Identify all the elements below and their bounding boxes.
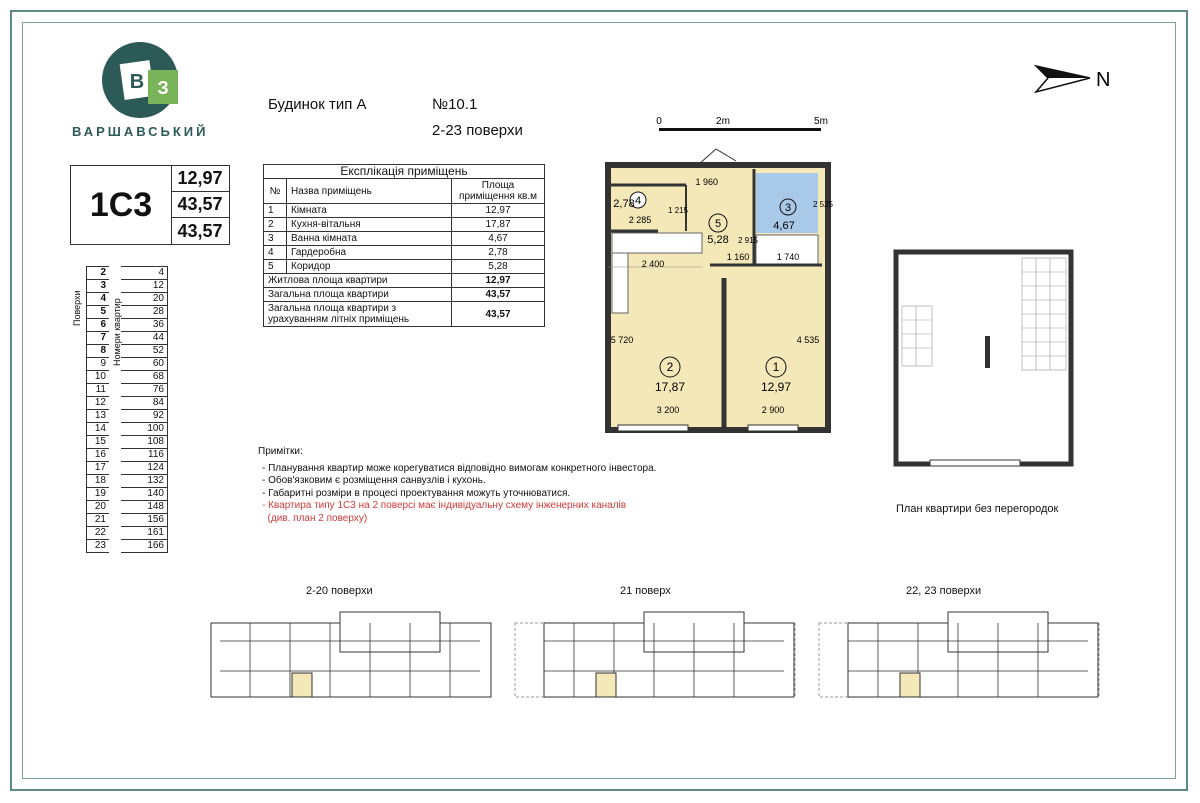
total-row	[264, 288, 545, 302]
mini-plan-21	[514, 611, 796, 699]
floor-table	[86, 266, 168, 553]
floor-number: 12	[87, 397, 116, 410]
floor-row	[87, 319, 168, 332]
room-name: Коридор	[287, 260, 452, 274]
total-label: Житлова площа квартири	[264, 274, 452, 288]
dim-label: 2 525	[812, 200, 834, 209]
scale-2m: 2m	[716, 116, 730, 127]
building-number: №10.1	[432, 96, 478, 113]
mini-plan-2-20	[210, 611, 492, 699]
floor-number: 17	[87, 462, 116, 475]
area-total: 43,57	[171, 192, 229, 218]
apartment-number: 52	[115, 345, 168, 358]
floor-apartment-table	[70, 266, 168, 553]
apartment-plan	[598, 143, 838, 433]
building-type: Будинок тип А	[268, 96, 367, 113]
area-total-summer: 43,57	[177, 220, 223, 241]
total-value: 12,97	[452, 274, 545, 288]
total-row	[264, 274, 545, 288]
room-row	[264, 218, 545, 232]
dim-label: 1 740	[776, 252, 800, 262]
room-no: 3	[264, 232, 287, 246]
mini-plan-label: 21 поверх	[620, 585, 671, 597]
apt-numbers-label: Номери квартир	[112, 298, 122, 366]
room-area: 4,67	[452, 232, 545, 246]
floor-row	[87, 306, 168, 319]
floor-row	[87, 540, 168, 553]
apartment-number: 140	[115, 488, 168, 501]
dim-label: 2 900	[761, 405, 785, 415]
scale-5m: 5m	[814, 116, 828, 127]
room-row	[264, 260, 545, 274]
floor-number: 10	[87, 371, 116, 384]
floor-number: 15	[87, 436, 116, 449]
logo-emblem	[100, 40, 190, 122]
area-living: 12,97	[171, 166, 229, 192]
floor-number: 23	[87, 540, 116, 553]
dim-label: 5 720	[610, 335, 634, 345]
apartment-number: 20	[115, 293, 168, 306]
apartment-number: 92	[115, 410, 168, 423]
compass-label: N	[1096, 69, 1111, 91]
floor-number: 16	[87, 449, 116, 462]
room-number: 1	[772, 360, 780, 374]
mini-plan-label: 22, 23 поверхи	[906, 585, 982, 597]
dim-label: 1 960	[695, 177, 718, 187]
mini-plan-22-23	[818, 611, 1100, 699]
apartment-number: 28	[115, 306, 168, 319]
total-label: Загальна площа квартири	[264, 288, 452, 302]
floor-row	[87, 475, 168, 488]
note-red: (див. план 2 поверху)	[262, 512, 368, 524]
col-name: Назва приміщень	[287, 179, 452, 204]
room-no: 5	[264, 260, 287, 274]
logo-letter-z: З	[157, 78, 169, 98]
floor-number: 22	[87, 527, 116, 540]
notes	[258, 446, 656, 525]
floor-number: 5	[87, 306, 116, 319]
room-no: 4	[264, 246, 287, 260]
room-area: 5,28	[707, 234, 729, 246]
floor-number: 20	[87, 501, 116, 514]
room-number: 2	[666, 360, 674, 374]
floor-number: 4	[87, 293, 116, 306]
floor-number: 19	[87, 488, 116, 501]
mini-plan-label: 2-20 поверхи	[306, 585, 373, 597]
floor-row	[87, 410, 168, 423]
logo-name: ВАРШАВСЬКИЙ	[72, 124, 209, 139]
col-area: Площа приміщення кв.м	[452, 179, 545, 204]
floor-row	[87, 462, 168, 475]
open-plan	[890, 240, 1080, 475]
note-red: - Квартира типу 1С3 на 2 поверсі має індивідуальну схему інженерних каналів	[262, 500, 627, 511]
apartment-code-box	[70, 165, 230, 245]
floor-row	[87, 423, 168, 436]
floor-row	[87, 488, 168, 501]
floor-row	[87, 449, 168, 462]
total-row	[264, 302, 545, 327]
room-number: 4	[634, 195, 642, 207]
floor-number: 18	[87, 475, 116, 488]
apartment-number: 60	[115, 358, 168, 371]
apartment-number: 166	[115, 540, 168, 553]
room-row	[264, 204, 545, 218]
floor-number: 9	[87, 358, 116, 371]
floor-number: 13	[87, 410, 116, 423]
dim-label: 2 285	[628, 215, 652, 225]
total-label: Загальна площа квартири з урахуванням літніх приміщень	[264, 302, 452, 327]
explication-title: Експлікація приміщень	[264, 165, 545, 179]
floor-row	[87, 267, 168, 280]
open-plan-label: План квартири без перегородок	[896, 503, 1059, 515]
floor-number: 11	[87, 384, 116, 397]
apartment-number: 132	[115, 475, 168, 488]
room-name: Ванна кімната	[287, 232, 452, 246]
floor-number: 6	[87, 319, 116, 332]
apartment-code: 1С3	[71, 166, 172, 244]
apartment-number: 4	[115, 267, 168, 280]
north-arrow-icon	[1034, 62, 1124, 98]
logo-letter-v: В	[129, 71, 145, 93]
floor-row	[87, 358, 168, 371]
apartment-number: 161	[115, 527, 168, 540]
scale-0: 0	[656, 116, 662, 127]
floors-label: Поверхи	[72, 290, 82, 326]
room-area: 2,78	[452, 246, 545, 260]
floor-row	[87, 371, 168, 384]
floor-row	[87, 332, 168, 345]
room-number: 3	[784, 202, 792, 214]
room-name: Кімната	[287, 204, 452, 218]
note-item: - Габаритні розміри в процесі проектування можуть уточнюватися.	[262, 487, 571, 499]
room-no: 2	[264, 218, 287, 232]
scale-bar	[655, 114, 840, 138]
floor-row	[87, 345, 168, 358]
apartment-number: 44	[115, 332, 168, 345]
room-area: 12,97	[760, 380, 792, 394]
floor-row	[87, 527, 168, 540]
explication-table	[263, 164, 545, 327]
room-area: 17,87	[452, 218, 545, 232]
room-row	[264, 232, 545, 246]
apartment-number: 156	[115, 514, 168, 527]
floor-row	[87, 436, 168, 449]
apartment-number: 148	[115, 501, 168, 514]
apartment-number: 76	[115, 384, 168, 397]
notes-title: Примітки:	[258, 446, 303, 457]
room-area: 12,97	[452, 204, 545, 218]
apartment-number: 12	[115, 280, 168, 293]
apartment-number: 116	[115, 449, 168, 462]
floor-number: 2	[87, 267, 116, 280]
apartment-number: 108	[115, 436, 168, 449]
room-area: 5,28	[452, 260, 545, 274]
note-item: - Планування квартир може корегуватися відповідно вимогам конкретного інвестора.	[262, 462, 657, 474]
apartment-number: 36	[115, 319, 168, 332]
floor-row	[87, 501, 168, 514]
floor-number: 8	[87, 345, 116, 358]
room-name: Кухня-вітальня	[287, 218, 452, 232]
floor-number: 7	[87, 332, 116, 345]
apartment-number: 68	[115, 371, 168, 384]
floor-number: 14	[87, 423, 116, 436]
room-name: Гардеробна	[287, 246, 452, 260]
dim-label: 2 915	[737, 236, 759, 245]
floor-number: 3	[87, 280, 116, 293]
dim-label: 4 535	[796, 335, 820, 345]
room-area: 2,78	[613, 198, 635, 210]
col-no: №	[264, 179, 287, 204]
apartment-number: 84	[115, 397, 168, 410]
dim-label: 3 200	[656, 405, 680, 415]
floor-row	[87, 293, 168, 306]
floor-row	[87, 384, 168, 397]
floor-range: 2-23 поверхи	[432, 122, 523, 139]
dim-label: 1 160	[726, 252, 750, 262]
room-area: 4,67	[773, 220, 795, 232]
apartment-number: 100	[115, 423, 168, 436]
room-number: 5	[714, 218, 722, 230]
room-area: 17,87	[654, 380, 686, 394]
floor-row	[87, 514, 168, 527]
floor-row	[87, 280, 168, 293]
dim-label: 1 215	[667, 206, 689, 215]
apartment-number: 124	[115, 462, 168, 475]
floor-row	[87, 397, 168, 410]
room-row	[264, 246, 545, 260]
room-no: 1	[264, 204, 287, 218]
dim-label: 2 400	[641, 259, 665, 269]
floor-number: 21	[87, 514, 116, 527]
note-item: - Обов'язковим є розміщення санвузлів і кухонь.	[262, 475, 486, 486]
total-value: 43,57	[452, 302, 545, 327]
total-value: 43,57	[452, 288, 545, 302]
